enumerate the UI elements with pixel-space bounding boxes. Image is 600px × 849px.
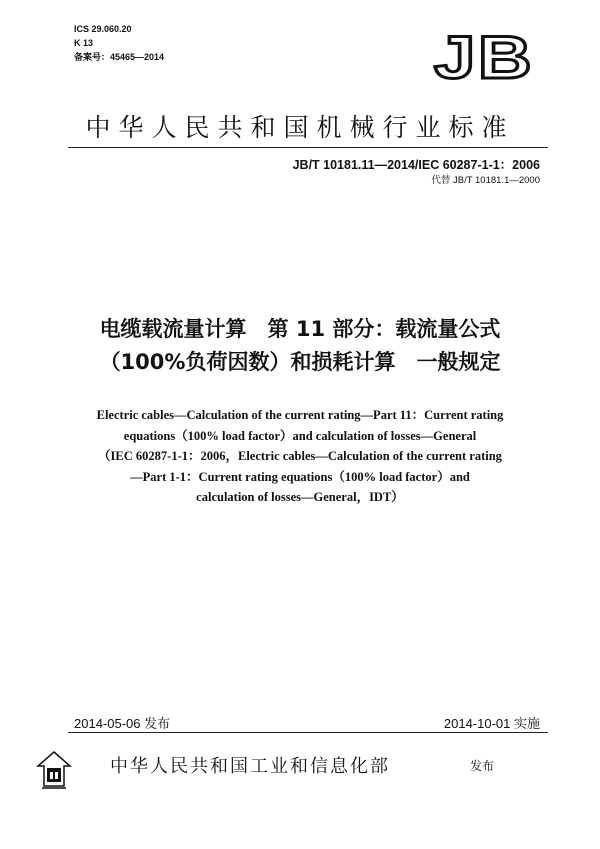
organization-title: 中华人民共和国机械行业标准: [85, 113, 515, 142]
english-title-line-3: （IEC 60287-1-1：2006，Electric cables—Calculation of the current rating: [98, 449, 502, 463]
jb-logo: [432, 30, 536, 82]
chinese-title: [0, 313, 600, 379]
english-title-line-1: Electric cables—Calculation of the current rating—Part 11：Current rating: [96, 408, 504, 422]
chinese-title-line-1: 电缆载流量计算 第 11 部分：载流量公式: [99, 317, 501, 341]
jb-logo-text: JB: [434, 30, 534, 82]
footer-divider: [68, 732, 548, 733]
ministry-emblem-icon: [36, 750, 72, 790]
class-code: K 13: [74, 38, 94, 48]
implementation-date: 2014-10-01 实施: [443, 716, 540, 731]
header-divider: [68, 147, 548, 148]
chinese-title-line-2: （100%负荷因数）和损耗计算 一般规定: [99, 350, 501, 374]
record-number: 备案号：45465—2014: [74, 52, 165, 62]
replaces-standard: 代替 JB/T 10181.1—2000: [431, 175, 540, 186]
english-title-line-4: —Part 1-1：Current rating equations（100% load factor）and: [130, 469, 470, 484]
english-title-line-5: calculation of losses—General，IDT）: [196, 490, 404, 504]
ics-code: ICS 29.060.20: [74, 24, 132, 34]
english-title-line-2: equations（100% load factor）and calculation of losses—General: [123, 428, 477, 443]
english-title: [0, 405, 600, 508]
publisher-name: 中华人民共和国工业和信息化部: [110, 756, 390, 777]
classification-block: [74, 22, 164, 64]
issue-date: 2014-05-06 发布: [74, 716, 171, 731]
publisher-suffix: 发布: [470, 759, 495, 773]
standard-number: JB/T 10181.11—2014/IEC 60287-1-1：2006: [292, 158, 540, 172]
